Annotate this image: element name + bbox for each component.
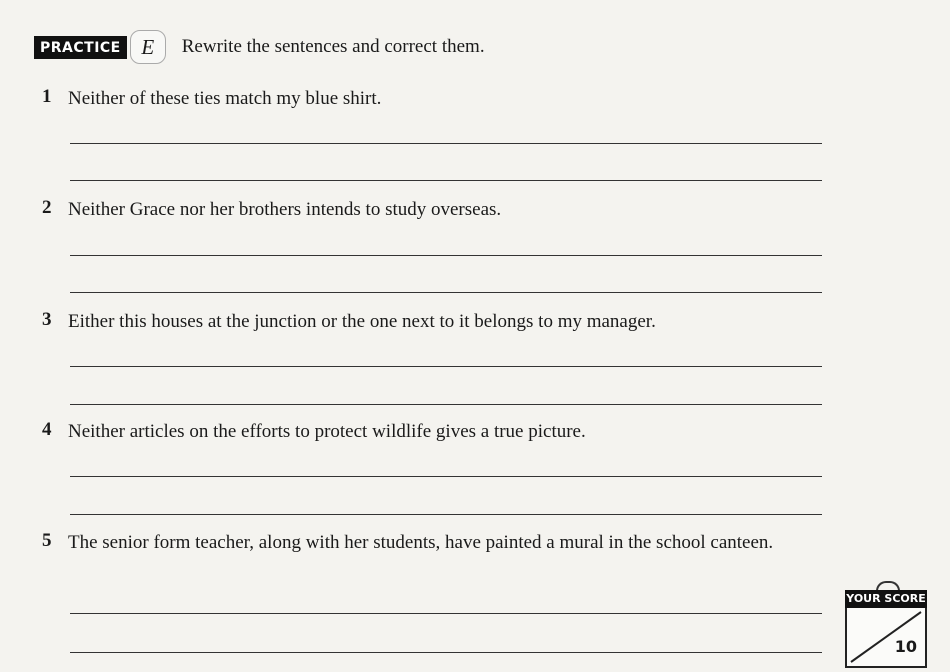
answer-line-2a[interactable] xyxy=(70,255,822,256)
score-box xyxy=(845,581,927,669)
answer-line-5b[interactable] xyxy=(70,652,822,653)
question-number: 2 xyxy=(42,197,52,218)
question-number: 3 xyxy=(42,309,52,330)
score-label: YOUR SCORE xyxy=(845,590,927,608)
question-number: 5 xyxy=(42,530,52,551)
exercise-header xyxy=(34,30,485,64)
question-text: Neither articles on the efforts to protect wildlife gives a true picture. xyxy=(68,421,586,442)
answer-line-5a[interactable] xyxy=(70,613,822,614)
question-number: 4 xyxy=(42,419,52,440)
answer-line-3a[interactable] xyxy=(70,366,822,367)
question-number: 1 xyxy=(42,86,52,107)
answer-line-1a[interactable] xyxy=(70,143,822,144)
answer-line-4b[interactable] xyxy=(70,514,822,515)
exercise-letter: E xyxy=(130,30,166,64)
practice-tag: PRACTICE xyxy=(34,36,127,59)
score-field[interactable] xyxy=(845,608,927,668)
question-text: Neither of these ties match my blue shirt. xyxy=(68,88,382,109)
question-text: Either this houses at the junction or the one next to it belongs to my manager. xyxy=(68,311,656,332)
score-total: 10 xyxy=(894,637,917,656)
exercise-instruction: Rewrite the sentences and correct them. xyxy=(181,36,485,57)
answer-line-1b[interactable] xyxy=(70,180,822,181)
answer-line-4a[interactable] xyxy=(70,476,822,477)
question-text: Neither Grace nor her brothers intends to study overseas. xyxy=(68,199,502,220)
question-text: The senior form teacher, along with her students, have painted a mural in the school canteen. xyxy=(68,532,774,553)
answer-line-2b[interactable] xyxy=(70,292,822,293)
answer-line-3b[interactable] xyxy=(70,404,822,405)
